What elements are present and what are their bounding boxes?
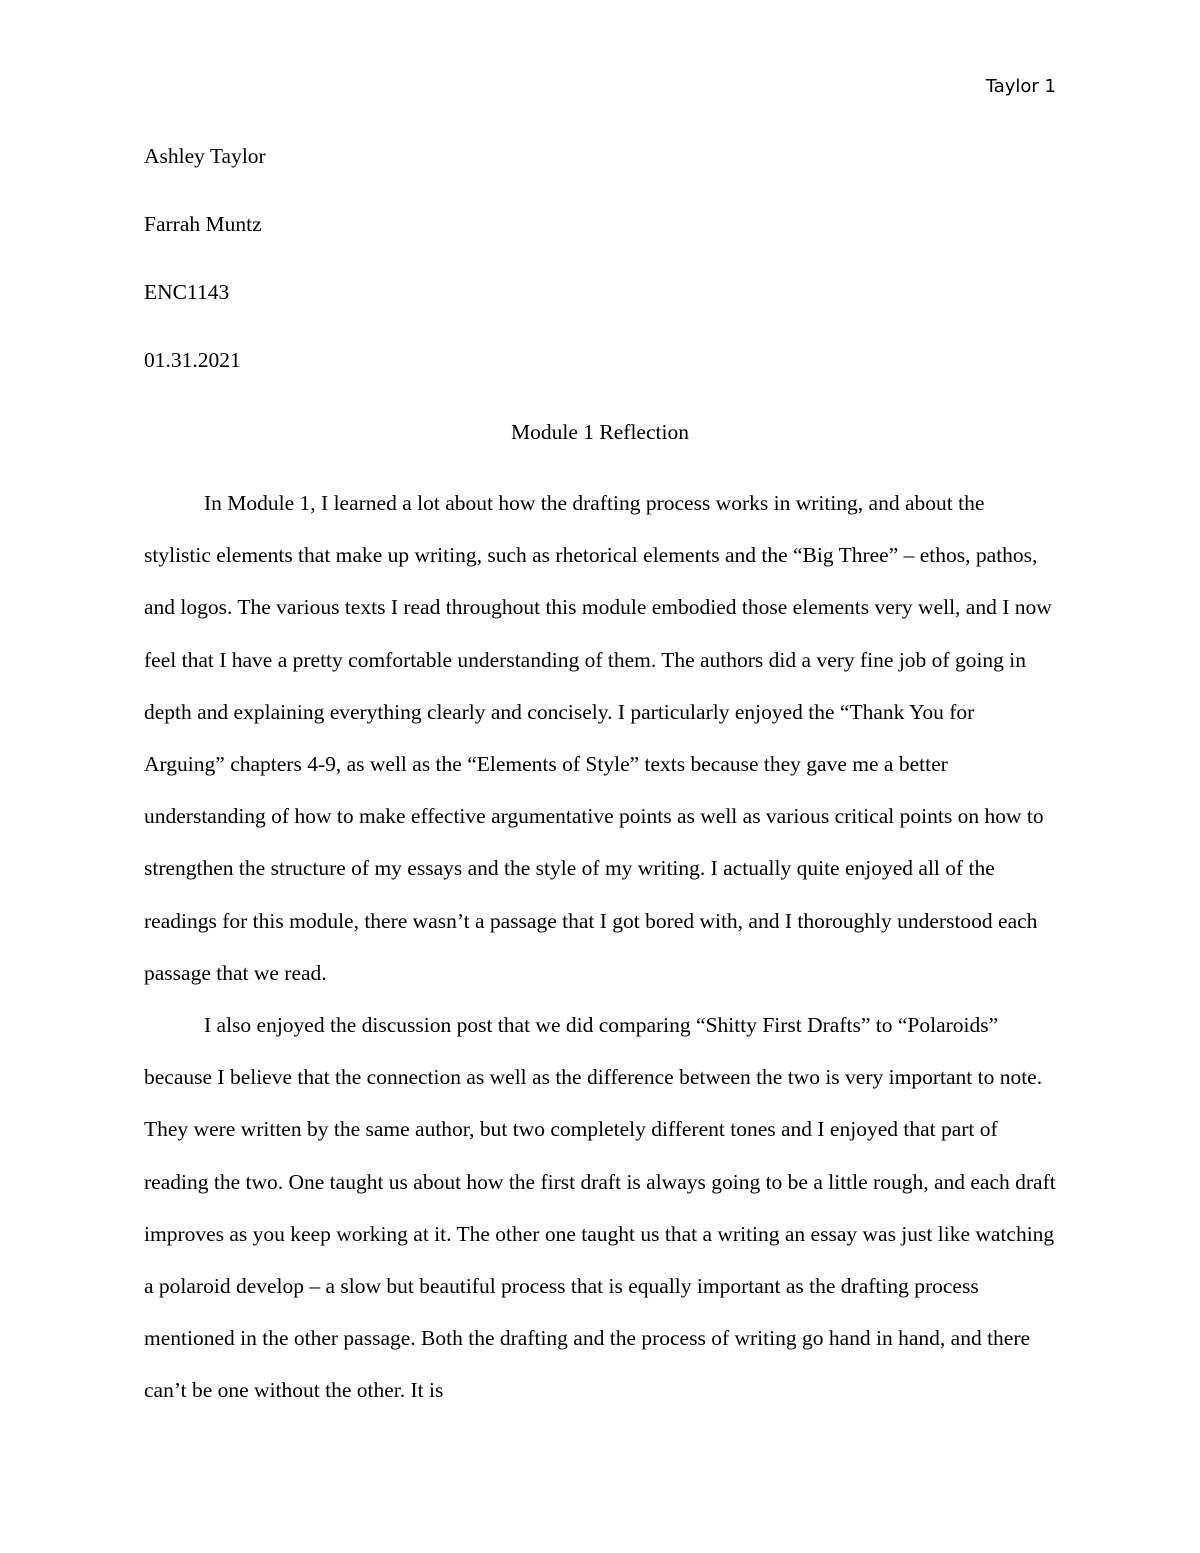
- running-header: Taylor 1: [985, 76, 1056, 97]
- course-code: ENC1143: [144, 280, 230, 304]
- body-paragraph-1: In Module 1, I learned a lot about how the drafting process works in writing, and about the stylistic elements that make up writing, such as rhetorical elements and the “Big Three” – ethos, pathos, and logos. The various texts I read throughout this module embodied those elements very well, and I now feel that I have a pretty comfortable understanding of them. The authors did a very fine job of going in depth and explaining everything clearly and concisely. I particularly enjoyed the “Thank You for Arguing” chapters 4-9, as well as the “Elements of Style” texts because they gave me a better understanding of how to make effective argumentative points as well as various critical points on how to strengthen the structure of my essays and the style of my writing. I actually quite enjoyed all of the readings for this module, there wasn’t a passage that I got bored with, and I thoroughly understood each passage that we read.: [144, 491, 1052, 985]
- student-name: Ashley Taylor: [144, 144, 266, 168]
- document-title: Module 1 Reflection: [511, 420, 689, 444]
- body-paragraph-2: I also enjoyed the discussion post that we did comparing “Shitty First Drafts” to “Polaroids” because I believe that the connection as well as the difference between the two is very important to note. They were written by the same author, but two completely different tones and I enjoyed that part of reading the two. One taught us about how the first draft is always going to be a little rough, and each draft improves as you keep working at it. The other one taught us that a writing an essay was just like watching a polaroid develop – a slow but beautiful process that is equally important as the drafting process mentioned in the other passage. Both the drafting and the process of writing go hand in hand, and there can’t be one without the other. It is: [144, 1013, 1056, 1403]
- document-body: [144, 139, 1056, 1417]
- instructor-name: Farrah Muntz: [144, 212, 262, 236]
- document-date: 01.31.2021: [144, 348, 241, 372]
